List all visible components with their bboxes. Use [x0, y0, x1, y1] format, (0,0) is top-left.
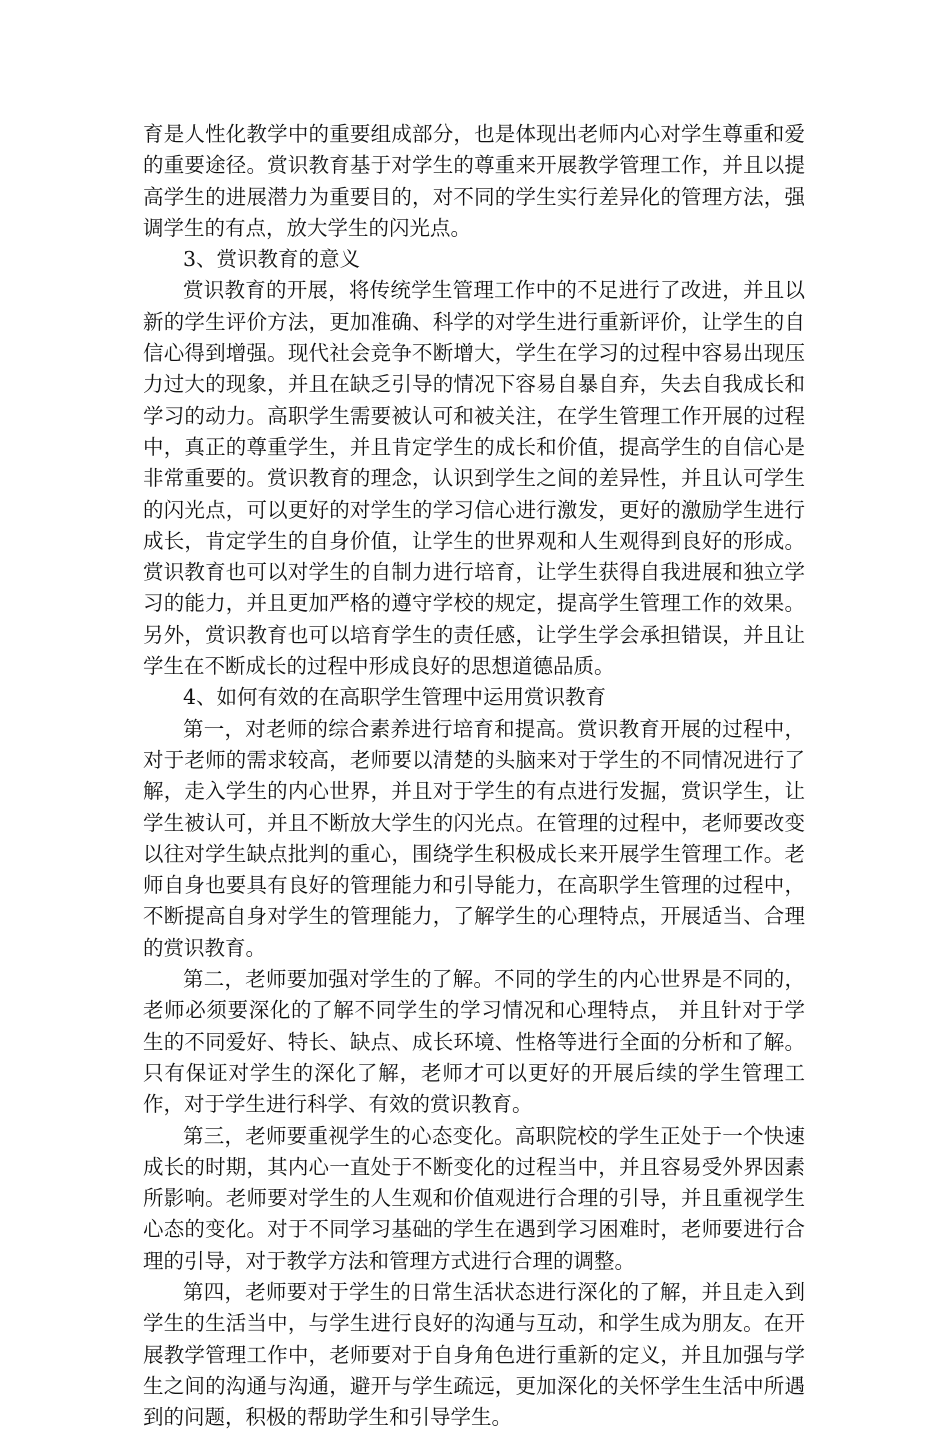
section-heading-3: 3、赏识教育的意义 — [183, 247, 361, 272]
paragraph-continuation: 育是人性化教学中的重要组成部分，也是体现出老师内心对学生尊重和爱的重要途径。赏识教育基于对学生的尊重来开展教学管理工作，并且以提高学生的进展潜力为重要目的，对不同的学生实行差异化的管理方法，强调学生的有点，放大学生的闪光点。 — [143, 122, 805, 240]
paragraph-fourth-point: 第四，老师要对于学生的日常生活状态进行深化的了解，并且走入到学生的生活当中，与学生进行良好的沟通与互动，和学生成为朋友。在开展教学管理工作中，老师要对于自身角色进行重新的定义，并且加强与学生之间的沟通与沟通，避开与学生疏远，更加深化的关怀学生生活中所遇到的问题，积极的帮助学生和引导学生。 — [143, 1279, 805, 1430]
section-heading-4: 4、如何有效的在高职学生管理中运用赏识教育 — [183, 685, 607, 710]
paragraph-third-point: 第三，老师要重视学生的心态变化。高职院校的学生正处于一个快速成长的时期，其内心一直处于不断变化的过程当中，并且容易受外界因素所影响。老师要对学生的人生观和价值观进行合理的引导，并且重视学生心态的变化。对于不同学习基础的学生在遇到学习困难时，老师要进行合理的引导，对于教学方法和管理方式进行合理的调整。 — [143, 1123, 805, 1273]
paragraph-significance: 赏识教育的开展，将传统学生管理工作中的不足进行了改进，并且以新的学生评价方法，更加准确、科学的对学生进行重新评价，让学生的自信心得到增强。现代社会竞争不断增大，学生在学习的过程中容易出现压力过大的现象，并且在缺乏引导的情况下容易自暴自弃，失去自我成长和学习的动力。高职学生需要被认可和被关注，在学生管理工作开展的过程中，真正的尊重学生，并且肯定学生的成长和价值，提高学生的自信心是非常重要的。赏识教育的理念，认识到学生之间的差异性，并且认可学生的闪光点，可以更好的对学生的学习信心进行激发，更好的激励学生进行成长，肯定学生的自身价值，让学生的世界观和人生观得到良好的形成。赏识教育也可以对学生的自制力进行培育，让学生获得自我进展和独立学习的能力，并且更加严格的遵守学校的规定，提高学生管理工作的效果。另外，赏识教育也可以培育学生的责任感，让学生学会承担错误，并且让学生在不断成长的过程中形成良好的思想道德品质。 — [143, 278, 805, 679]
paragraph-first-point: 第一，对老师的综合素养进行培育和提高。赏识教育开展的过程中，对于老师的需求较高，老师要以清楚的头脑来对于学生的不同情况进行了解，走入学生的内心世界，并且对于学生的有点进行发掘，赏识学生，让学生被认可，并且不断放大学生的闪光点。在管理的过程中，老师要改变以往对学生缺点批判的重心，围绕学生积极成长来开展学生管理工作。老师自身也要具有良好的管理能力和引导能力，在高职学生管理的过程中，不断提高自身对学生的管理能力，了解学生的心理特点，开展适当、合理的赏识教育。 — [143, 716, 805, 960]
paragraph-second-point: 第二，老师要加强对学生的了解。不同的学生的内心世界是不同的，老师必须要深化的了解不同学生的学习情况和心理特点， 并且针对于学生的不同爱好、特长、缺点、成长环境、性格等进行全面的分析和了解。只有保证对学生的深化了解，老师才可以更好的开展后续的学生管理工作，对于学生进行科学、有效的赏识教育。 — [143, 967, 805, 1117]
document-page — [143, 119, 805, 1433]
